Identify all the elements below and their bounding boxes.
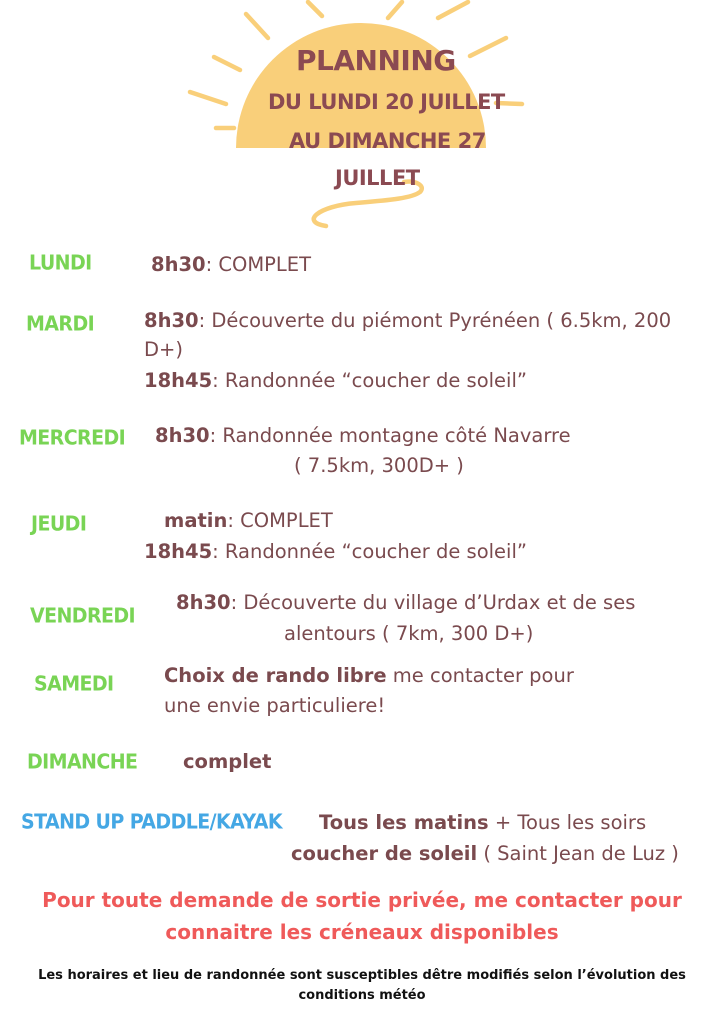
day-label-samedi: SAMEDI [34,672,114,696]
day-label-mercredi: MERCREDI [19,426,126,450]
activity-text: : Découverte du village d’Urdax et de ses [230,591,636,614]
schedule-samedi-line-1-cont: une envie particuliere! [164,694,386,717]
time-label: 8h30 [144,309,199,332]
time-label: matin [164,509,228,532]
activity-text: ( Saint Jean de Luz ) [477,842,679,865]
schedule-mercredi-line-1-cont: ( 7.5km, 300D+ ) [294,454,464,477]
date-range-line-3: JUILLET [335,166,420,190]
schedule-jeudi-line-2 [144,540,527,563]
schedule-dimanche-line-1: complet [183,750,272,773]
schedule-jeudi-line-1 [164,509,333,532]
schedule-mardi-line-2 [144,369,527,392]
time-label: 18h45 [144,540,213,563]
time-label: 8h30 [155,424,210,447]
activity-text: : COMPLET [205,253,312,276]
footer-line-1: Les horaires et lieu de randonnée sont susceptibles dêtre modifiés selon l’évolution des [38,968,686,983]
schedule-paddle-line-1 [319,811,646,834]
schedule-mardi-line-1-cont: D+) [144,338,183,361]
sun-illustration [0,0,724,250]
activity-highlight: Tous les matins [319,811,489,834]
activity-text: : COMPLET [227,509,333,532]
date-range-line-1: DU LUNDI 20 JUILLET [268,90,505,114]
time-label: 18h45 [144,369,213,392]
footer-line-2: conditions météo [298,988,426,1003]
time-label: 8h30 [176,591,231,614]
activity-highlight: coucher de soleil [291,842,478,865]
day-label-jeudi: JEUDI [31,512,87,536]
private-notice-line-1: Pour toute demande de sortie privée, me contacter pour [42,888,682,912]
private-outing-notice [0,884,724,948]
day-label-mardi: MARDI [26,312,95,336]
activity-text: me contacter pour [386,664,574,687]
day-label-vendredi: VENDREDI [30,604,136,628]
schedule-vendredi-line-1 [176,591,635,614]
day-label-dimanche: DIMANCHE [27,750,138,774]
schedule-paddle-line-2 [291,842,679,865]
schedule-mercredi-line-1 [155,424,571,447]
activity-text: + Tous les soirs [488,811,647,834]
activity-text: : Découverte du piémont Pyrénéen ( 6.5km, 200 [198,309,672,332]
activity-text: : Randonnée montagne côté Navarre [209,424,571,447]
activity-text: : Randonnée “coucher de soleil” [212,540,527,563]
page-title: PLANNING [296,44,456,77]
schedule-lundi-line-1 [151,253,311,276]
day-label-lundi: LUNDI [29,251,92,275]
weather-disclaimer [0,966,724,1006]
time-label: 8h30 [151,253,206,276]
day-label-paddle: STAND UP PADDLE/KAYAK [21,810,282,834]
schedule-samedi-line-1 [164,664,574,687]
activity-text: : Randonnée “coucher de soleil” [212,369,527,392]
private-notice-line-2: connaitre les créneaux disponibles [165,920,559,944]
schedule-vendredi-line-1-cont: alentours ( 7km, 300 D+) [284,622,534,645]
date-range-line-2: AU DIMANCHE 27 [289,129,486,153]
schedule-mardi-line-1 [144,309,671,332]
activity-highlight: Choix de rando libre [164,664,387,687]
